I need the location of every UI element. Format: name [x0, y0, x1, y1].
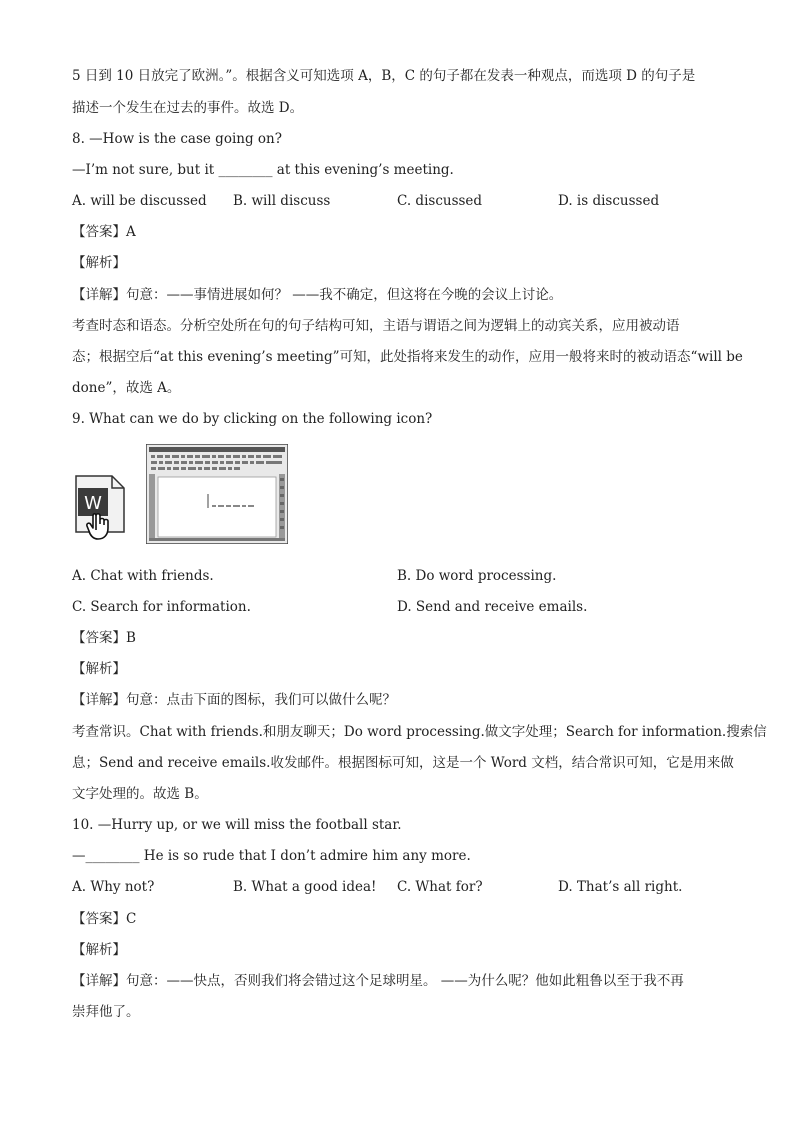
explanation-text: 考查时态和语态。分析空处所在句的句子结构可知，主语与谓语之间为逻辑上的动宾关系，应用被动语	[72, 318, 680, 334]
option-d: D. That’s all right.	[558, 879, 683, 895]
question-10-response: —________ He is so rude that I don’t admire him any more.	[72, 848, 471, 864]
text-line: 描述一个发生在过去的事件。故选 D。	[72, 100, 304, 116]
detail-text: 【详解】句意：——快点，否则我们将会错过这个足球明星。 ——为什么呢？他如此粗鲁以至于我不再	[72, 973, 684, 989]
option-b: B. Do word processing.	[397, 568, 557, 584]
question-8: 8. —How is the case going on?	[72, 131, 282, 147]
question-10: 10. —Hurry up, or we will miss the football star.	[72, 817, 402, 833]
explanation-text: done”，故选 A。	[72, 380, 181, 396]
option-c: C. Search for information.	[72, 599, 251, 615]
answer-label: 【答案】A	[72, 224, 136, 240]
answer-label: 【答案】C	[72, 911, 137, 927]
option-c: C. discussed	[397, 193, 483, 209]
word-screenshot-thumbnail	[146, 444, 288, 544]
option-a: A. Chat with friends.	[72, 568, 214, 584]
analysis-label: 【解析】	[72, 661, 126, 677]
option-a: A. will be discussed	[72, 193, 207, 209]
question-9: 9. What can we do by clicking on the following icon?	[72, 411, 433, 427]
option-d: D. is discussed	[558, 193, 660, 209]
option-c: C. What for?	[397, 879, 483, 895]
explanation-text: 考查常识。Chat with friends.和朋友聊天；Do word processing.做文字处理；Search for information.搜索信	[72, 724, 767, 740]
option-b: B. What a good idea!	[233, 879, 377, 895]
svg-text:W: W	[84, 493, 102, 514]
text-line: 5 日到 10 日放完了欧洲。”。根据含义可知选项 A，B，C 的句子都在发表一种观点，而选项 D 的句子是	[72, 68, 696, 84]
analysis-label: 【解析】	[72, 942, 126, 958]
detail-text: 【详解】句意：点击下面的图标，我们可以做什么呢？	[72, 692, 396, 708]
question-8-response: —I’m not sure, but it ________ at this evening’s meeting.	[72, 162, 454, 178]
explanation-text: 息；Send and receive emails.收发邮件。根据图标可知，这是一个 Word 文档，结合常识可知，它是用来做	[72, 755, 734, 771]
explanation-text: 态；根据空后“at this evening’s meeting”可知，此处指将来发生的动作，应用一般将来时的被动语态“will be	[72, 349, 743, 365]
answer-label: 【答案】B	[72, 630, 136, 646]
option-d: D. Send and receive emails.	[397, 599, 588, 615]
analysis-label: 【解析】	[72, 255, 126, 271]
detail-text: 【详解】句意：——事情进展如何？ ——我不确定，但这将在今晚的会议上讨论。	[72, 287, 563, 303]
detail-text: 崇拜他了。	[72, 1004, 140, 1020]
explanation-text: 文字处理的。故选 B。	[72, 786, 208, 802]
option-a: A. Why not?	[72, 879, 155, 895]
option-b: B. will discuss	[233, 193, 331, 209]
word-document-icon	[72, 472, 126, 542]
